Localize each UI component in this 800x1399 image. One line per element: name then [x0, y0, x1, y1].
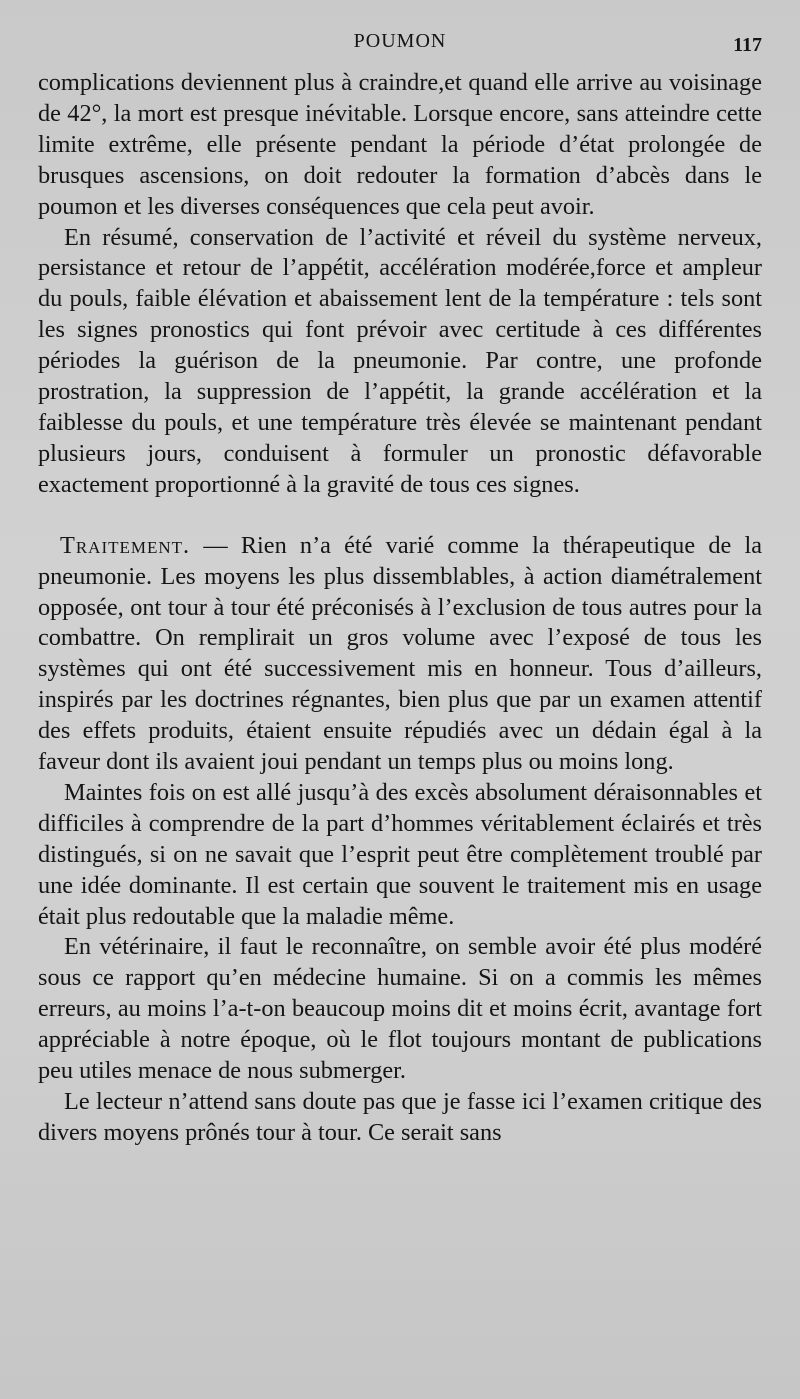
paragraph-2: En résumé, conservation de l’activité et réveil du système nerveux, persistance et retour de l’appétit, accélération modérée,force et ampleur du pouls, faible élévation et abaissement lent de la température : tels sont les signes pronostics qui font prévoir avec certitude à ces différentes périodes la guérison de la pneumonie. Par contre, une profonde prostration, la suppression de l’appétit, la grande accélération et la faiblesse du pouls, et une température très élevée se maintenant pendant plusieurs jours, conduisent à formuler un pronostic défavorable exactement proportionné à la gravité de tous ces signes. — [38, 223, 762, 498]
running-title: POUMON — [353, 30, 447, 52]
body-text — [38, 68, 762, 1149]
section-text: — Rien n’a été varié comme la thérapeutique de la pneumonie. Les moyens les plus dissemblables, à action diamétralement opposée, ont tour à tour été préconisés à l’exclusion de tous autres pour la combattre. On remplirait un gros volume avec l’exposé de tous les systèmes qui ont été successivement mis en honneur. Tous d’ailleurs, inspirés par les doctrines régnantes, bien plus que par un examen attentif des effets produits, étaient ensuite répudiés avec un dédain égal à la faveur dont ils avaient joui pendant un temps plus ou moins long. — [38, 531, 762, 776]
paragraph-4: Maintes fois on est allé jusqu’à des excès absolument déraisonnables et difficiles à comprendre de la part d’hommes véritablement éclairés et très distingués, si on ne savait que l’esprit peut être complètement troublé par une idée dominante. Il est certain que souvent le traitement mis en usage était plus redoutable que la maladie même. — [38, 778, 762, 930]
running-head — [0, 30, 800, 60]
section-paragraph-traitement — [38, 531, 762, 778]
paragraph-1: complications deviennent plus à craindre,et quand elle arrive au voisinage de 42°, la mort est presque inévitable. Lorsque encore, sans atteindre cette limite extrême, elle présente pendant la période d’état prolongée de brusques ascensions, on doit redouter la formation d’abcès dans le poumon et les diverses conséquences que cela peut avoir. — [38, 69, 762, 220]
page-number: 117 — [733, 34, 762, 56]
section-heading: Traitement. — [60, 531, 191, 559]
paragraph-6: Le lecteur n’attend sans doute pas que je fasse ici l’examen critique des divers moyens prônés tour à tour. Ce serait sans — [38, 1088, 762, 1146]
paragraph-5: En vétérinaire, il faut le reconnaître, on semble avoir été plus modéré sous ce rapport qu’en médecine humaine. Si on a commis les mêmes erreurs, au moins l’a-t-on beaucoup moins dit et moins écrit, avantage fort appréciable à notre époque, où le flot toujours montant de publications peu utiles menace de nous submerger. — [38, 933, 762, 1085]
